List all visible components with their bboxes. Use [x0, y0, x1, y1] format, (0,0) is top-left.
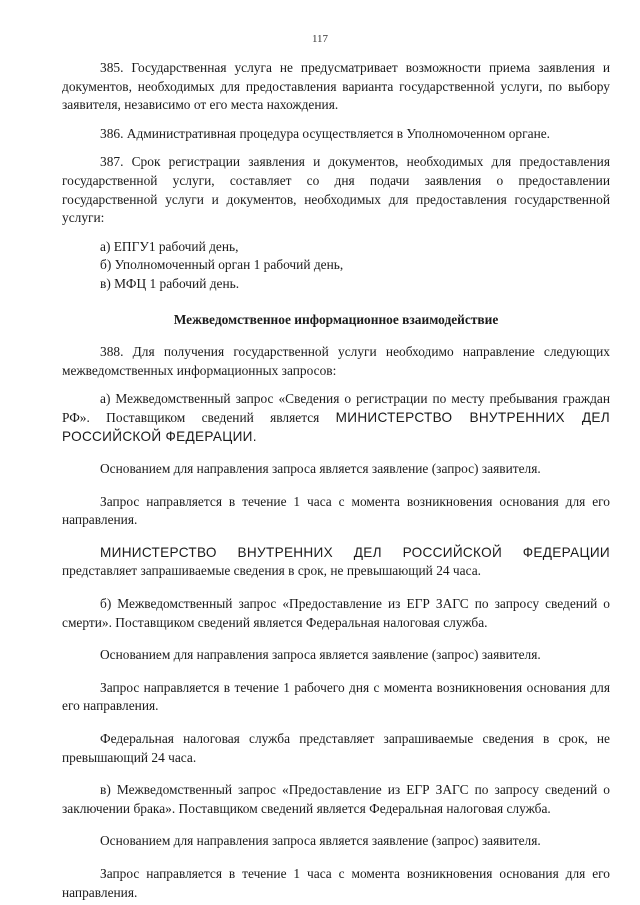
request-a-text: а) Межведомственный запрос «Сведения о регистрации по месту пребывания граждан РФ». Поставщиком сведений является	[62, 391, 610, 425]
paragraph-388: 388. Для получения государственной услуги необходимо направление следующих межведомственных информационных запросов:	[62, 344, 610, 378]
registration-term-list	[62, 238, 610, 294]
request-c-timing: Запрос направляется в течение 1 часа с момента возникновения основания для его направления.	[62, 866, 610, 900]
list-item: б) Уполномоченный орган 1 рабочий день,	[100, 257, 344, 273]
request-a-provider-statement	[62, 544, 610, 581]
paragraph-387: 387. Срок регистрации заявления и документов, необходимых для предоставления государственной услуги, составляет со дня подачи заявления о предоставлении государственной услуги и документов, необходимых для предоставления государственной услуги:	[62, 154, 610, 226]
request-a-provides: представляет запрашиваемые сведения в срок, не превышающий 24 часа.	[62, 563, 482, 579]
list-item: а) ЕПГУ1 рабочий день,	[100, 238, 239, 254]
page-number: 117	[311, 33, 329, 45]
request-a-basis: Основанием для направления запроса является заявление (запрос) заявителя.	[100, 461, 541, 477]
request-c: в) Межведомственный запрос «Предоставление из ЕГР ЗАГС по запросу сведений о заключении брака». Поставщиком сведений является Федеральная налоговая служба.	[62, 782, 610, 816]
paragraph-385: 385. Государственная услуга не предусматривает возможности приема заявления и документов, необходимых для предоставления варианта государственной услуги, по выбору заявителя, независимо от его места нахождения.	[62, 60, 610, 113]
document-body	[62, 59, 610, 902]
request-b-timing: Запрос направляется в течение 1 рабочего дня с момента возникновения основания для его направления.	[62, 679, 610, 714]
request-b: б) Межведомственный запрос «Предоставление из ЕГР ЗАГС по запросу сведений о смерти». Поставщиком сведений является Федеральная налоговая служба.	[62, 596, 610, 630]
request-b-provides: Федеральная налоговая служба представляет запрашиваемые сведения в срок, не превышающий 24 часа.	[62, 731, 610, 765]
request-a-provider: МИНИСТЕРСТВО ВНУТРЕННИХ ДЕЛ РОССИЙСКОЙ ФЕДЕРАЦИИ	[100, 544, 610, 560]
request-a-supplier: МИНИСТЕРСТВО ВНУТРЕННИХ ДЕЛ РОССИЙСКОЙ ФЕДЕРАЦИИ.	[62, 409, 611, 444]
list-item: в) МФЦ 1 рабочий день.	[100, 275, 240, 291]
request-a	[62, 390, 610, 446]
section-heading: Межведомственное информационное взаимодействие	[173, 311, 499, 327]
request-b-basis: Основанием для направления запроса является заявление (запрос) заявителя.	[100, 647, 541, 663]
request-c-basis: Основанием для направления запроса является заявление (запрос) заявителя.	[100, 833, 541, 849]
paragraph-386: 386. Административная процедура осуществляется в Уполномоченном органе.	[100, 125, 551, 141]
request-a-timing: Запрос направляется в течение 1 часа с момента возникновения основания для его направления.	[62, 493, 610, 528]
